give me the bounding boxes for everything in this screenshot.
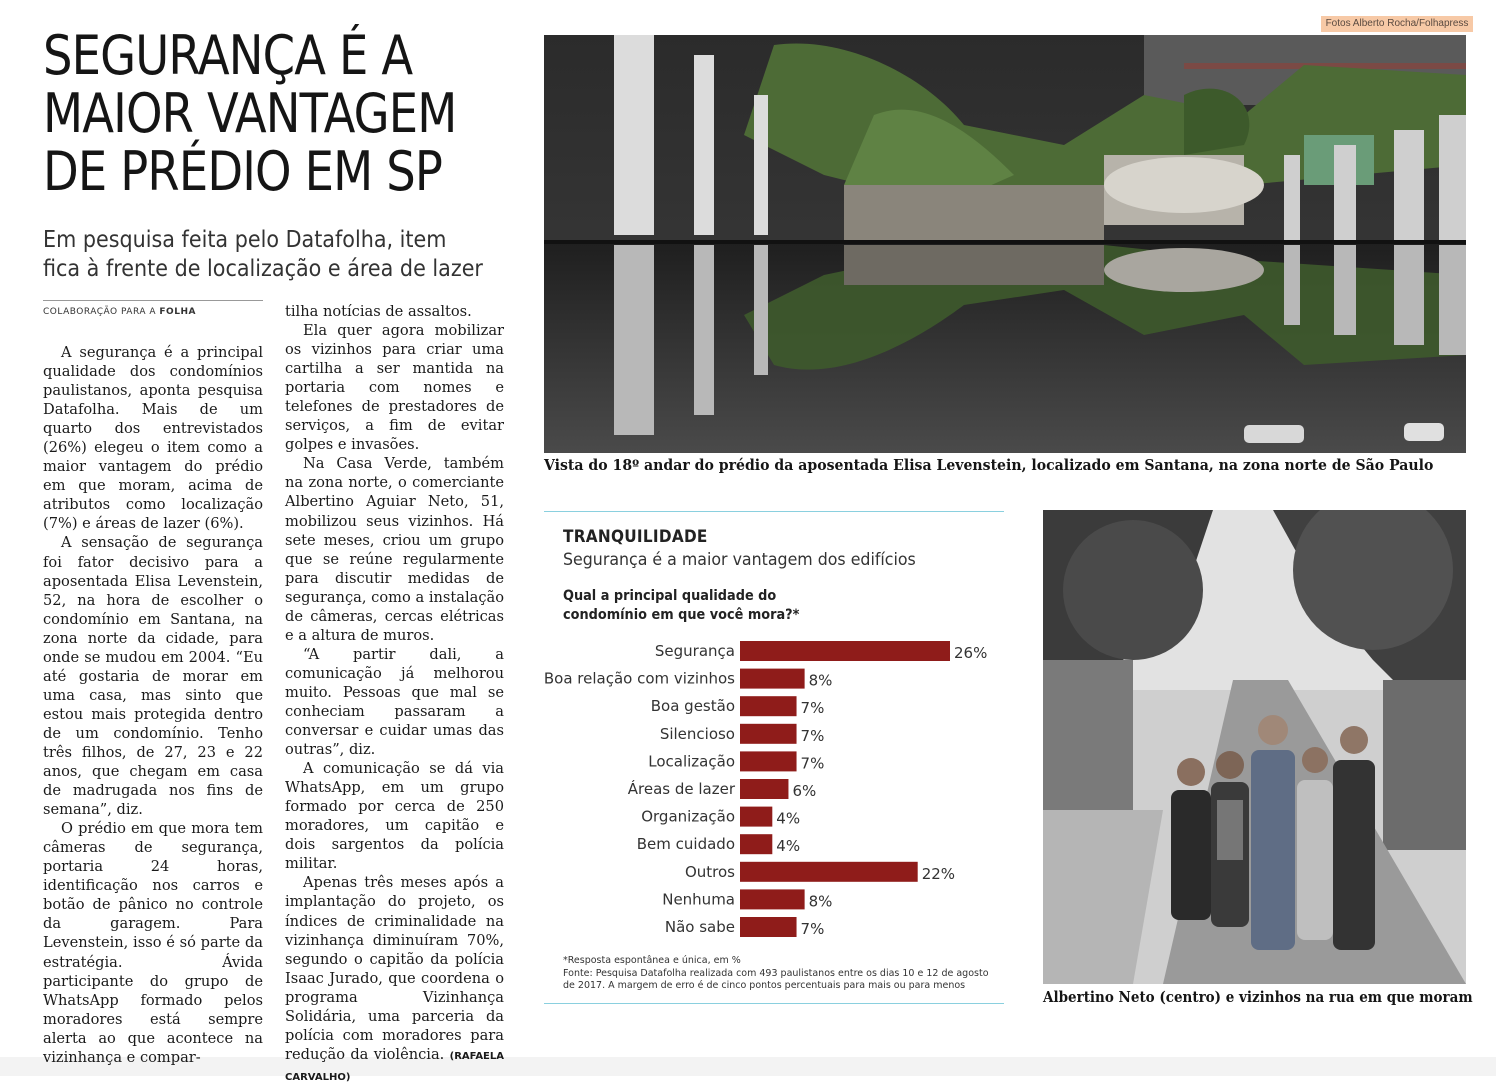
bar-label: Não sabe	[664, 918, 735, 936]
bar-chart	[544, 632, 1004, 942]
bottom-photo-caption: Albertino Neto (centro) e vizinhos na rua em que moram	[1043, 989, 1473, 1006]
bar-value-label: 7%	[800, 920, 825, 938]
chart-bottom-rule	[544, 1003, 1004, 1004]
chart-notes	[563, 955, 993, 993]
neighbours-photo-illustration	[1043, 510, 1466, 984]
article-paragraph: A sensação de segurança foi fator decisivo para a aposentada Elisa Levenstein, 52, na hora de escolher o condomínio em Santana, na zona norte da cidade, para onde se mudou em 2004. “Eu até gostaria de morar em uma casa, mas sinto que estou mais protegida dentro de um condomínio. Tenho três filhos, de 27, 23 e 22 anos, que chegam em casa de madrugada nos fins de semana”, diz.	[43, 534, 263, 819]
article-paragraph-last	[285, 873, 504, 1087]
chart-top-rule	[544, 511, 1004, 512]
bar-value-label: 26%	[954, 644, 988, 662]
bar-label: Boa gestão	[650, 697, 735, 716]
chart-kicker: TRANQUILIDADE	[563, 527, 708, 547]
byline-prefix: COLABORAÇÃO PARA A	[43, 307, 160, 317]
bar	[740, 724, 797, 744]
bar-label: Outros	[684, 862, 735, 881]
bar	[740, 862, 918, 882]
headline-line: MAIOR VANTAGEM	[43, 82, 457, 145]
author-signature: (RAFAELA CARVALHO)	[285, 1050, 504, 1083]
bar-value-label: 7%	[800, 699, 825, 718]
bar-label: Localização	[648, 752, 735, 771]
bar-label: Nenhuma	[662, 890, 735, 909]
byline-brand: FOLHA	[159, 307, 196, 317]
bar-value-label: 8%	[808, 671, 833, 690]
headline-line: DE PRÉDIO EM SP	[43, 140, 443, 203]
bar	[740, 917, 797, 937]
byline-rule	[43, 300, 263, 301]
bar-value-label: 4%	[776, 837, 801, 856]
aerial-photo-illustration	[544, 35, 1466, 453]
bar	[740, 834, 772, 854]
subhead-line: Em pesquisa feita pelo Datafolha, item	[43, 227, 447, 253]
bar-label: Segurança	[654, 642, 735, 660]
chart-margin-line: de 2017. A margem de erro é de cinco pontos percentuais para mais ou para menos	[563, 980, 966, 991]
chart-question: Qual a principal qualidade do condomínio em que você mora?*	[563, 588, 800, 623]
article-paragraph: Ela quer agora mobilizar os vizinhos para criar uma cartilha a ser mantida na portaria com nomes e telefones de prestadores de serviços, a fim de evitar golpes e invasões.	[285, 322, 504, 454]
aerial-view-photo	[544, 35, 1466, 453]
article-column-1	[43, 343, 263, 1067]
bar-label: Bem cuidado	[636, 835, 735, 854]
article-paragraph: Na Casa Verde, também na zona norte, o comerciante Albertino Aguiar Neto, 51, mobilizou seus vizinhos. Há sete meses, criou um grupo que se reúne regularmente para discutir medidas de segurança, como a instalação de câmeras, cercas elétricas e a altura de muros.	[285, 455, 504, 644]
bar-value-label: 6%	[792, 782, 817, 800]
article-paragraph: A segurança é a principal qualidade dos condomínios paulistanos, aponta pesquisa Datafolha. Mais de um quarto dos entrevistados (26%) elegeu o item como a maior vantagem do prédio em que moram, acima de atributos como localização (7%) e áreas de lazer (6%).	[43, 344, 263, 533]
bar-value-label: 7%	[800, 726, 825, 745]
bar	[740, 641, 950, 661]
chart-title: Segurança é a maior vantagem dos edifícios	[563, 550, 916, 570]
chart-note-line: *Resposta espontânea e única, em %	[563, 955, 741, 966]
bar	[740, 807, 772, 827]
top-photo-caption: Vista do 18º andar do prédio da aposentada Elisa Levenstein, localizado em Santana, na zona norte de São Paulo	[544, 457, 1434, 474]
bar	[740, 779, 788, 799]
article-column-2	[285, 302, 504, 1087]
bar	[740, 751, 797, 771]
bar	[740, 696, 797, 716]
article-paragraph: A comunicação se dá via WhatsApp, em um grupo formado por cerca de 250 moradores, um capitão e dois sargentos da polícia militar.	[285, 760, 504, 873]
bar-label: Silencioso	[659, 724, 735, 743]
bar-label: Organização	[641, 807, 735, 826]
subheadline	[43, 226, 511, 284]
bar	[740, 889, 805, 909]
bar-value-label: 7%	[800, 754, 825, 773]
photo-credit: Fotos Alberto Rocha/Folhapress	[1321, 16, 1473, 32]
article-paragraph: “A partir dali, a comunicação já melhorou muito. Pessoas que mal se conheciam passaram a conversar e cuidar umas das outras”, diz.	[285, 645, 504, 759]
article-paragraph: O prédio em que mora tem câmeras de segurança, portaria 24 horas, identificação nos carros e botão de pânico no controle da garagem. Para Levenstein, isso é só parte da estratégia. Ávida participante do grupo de WhatsApp formado pelos moradores está sempre alerta ao que acontece na vizinhança e compar-	[43, 820, 263, 1066]
subhead-line: fica à frente de localização e área de lazer	[43, 256, 483, 282]
neighbours-photo	[1043, 510, 1466, 984]
bar-value-label: 8%	[808, 892, 833, 911]
byline	[43, 307, 196, 317]
bar-value-label: 4%	[776, 809, 801, 828]
headline-line: SEGURANÇA É A	[43, 24, 413, 87]
bar-value-label: 22%	[921, 864, 956, 883]
bar-label: Áreas de lazer	[627, 780, 735, 798]
article-paragraph-continued: tilha notícias de assaltos.	[285, 303, 472, 320]
bar	[740, 669, 805, 689]
bar-label: Boa relação com vizinhos	[544, 669, 735, 688]
chart-source-line: Fonte: Pesquisa Datafolha realizada com 493 paulistanos entre os dias 10 e 12 de agosto	[563, 967, 989, 979]
headline	[43, 24, 525, 203]
last-paragraph-text: Apenas três meses após a implantação do projeto, os índices de criminalidade na vizinhança diminuíram 70%, segundo o capitão da polícia Isaac Jurado, que coordena o programa Vizinhança Solidária, uma parceria da polícia com moradores para redução da violência.	[285, 874, 504, 1063]
